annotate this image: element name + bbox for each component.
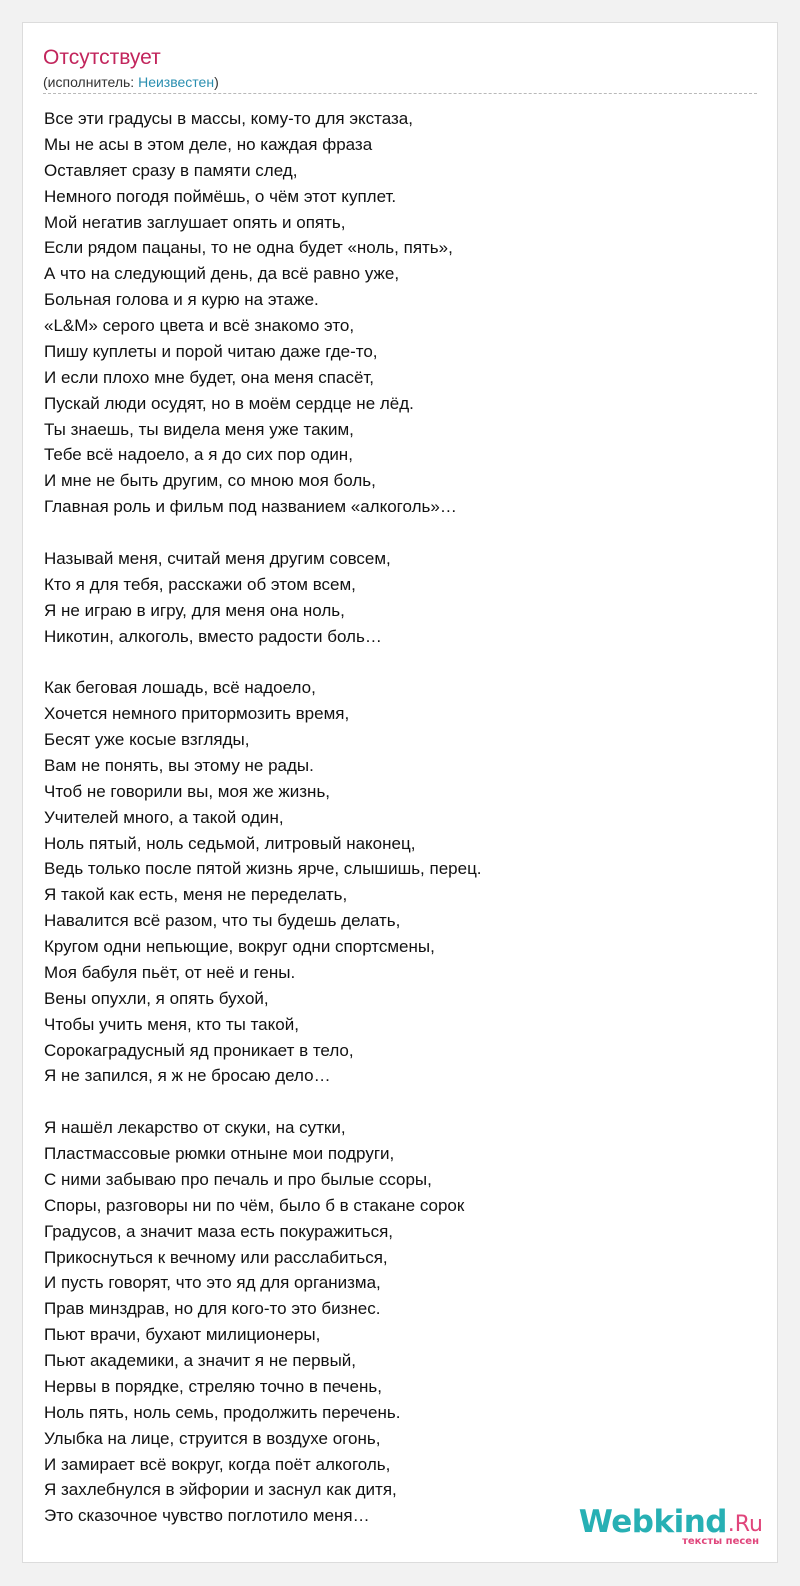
logo-tagline: тексты песен bbox=[682, 1536, 759, 1547]
lyrics-line: Главная роль и фильм под названием «алкоголь»… bbox=[44, 497, 457, 517]
lyrics-line: Улыбка на лице, струится в воздухе огонь, bbox=[44, 1428, 381, 1448]
lyrics-line: Пьют академики, а значит я не первый, bbox=[44, 1351, 357, 1370]
lyrics-line: Ноль пятый, ноль седьмой, литровый наконец, bbox=[44, 833, 416, 853]
artist-prefix: (исполнитель: bbox=[43, 74, 139, 90]
lyrics-line: Чтобы учить меня, кто ты такой, bbox=[44, 1014, 299, 1034]
lyrics-card bbox=[22, 22, 778, 1563]
lyrics-line: Немного погодя поймёшь, о чём этот куплет. bbox=[44, 186, 397, 206]
lyrics-line: С ними забываю про печаль и про былые ссоры, bbox=[44, 1169, 432, 1189]
song-title: Отсутствует bbox=[43, 46, 161, 69]
lyrics-line: Кто я для тебя, расскажи об этом всем, bbox=[44, 574, 356, 594]
header-divider bbox=[43, 93, 757, 94]
lyrics-line: Пьют врачи, бухают милиционеры, bbox=[44, 1325, 321, 1345]
lyrics-line: Я нашёл лекарство от скуки, на сутки, bbox=[44, 1118, 346, 1138]
lyrics-line: Никотин, алкоголь, вместо радости боль… bbox=[44, 626, 382, 646]
lyrics-line: Пластмассовые рюмки отныне мои подруги, bbox=[44, 1144, 395, 1163]
lyrics-line: А что на следующий день, да всё равно уже, bbox=[44, 264, 400, 284]
lyrics-line: Если рядом пацаны, то не одна будет «ноль, пять», bbox=[44, 238, 453, 258]
lyrics-line: Мы не асы в этом деле, но каждая фраза bbox=[44, 134, 373, 154]
lyrics-line: Учителей много, а такой один, bbox=[44, 807, 284, 827]
lyrics-line: Ноль пять, ноль семь, продолжить перечень. bbox=[44, 1402, 401, 1422]
lyrics-line: Как беговая лошадь, всё надоело, bbox=[44, 678, 316, 698]
artist-link[interactable]: Неизвестен bbox=[138, 74, 215, 90]
lyrics-line: Навалится всё разом, что ты будешь делать, bbox=[44, 911, 401, 931]
webkind-logo[interactable] bbox=[573, 1504, 763, 1548]
artist-suffix: ) bbox=[214, 74, 219, 90]
artist-line bbox=[43, 73, 219, 91]
lyrics-line: Прав минздрав, но для кого-то это бизнес. bbox=[44, 1299, 381, 1319]
lyrics-line: Оставляет сразу в памяти след, bbox=[44, 160, 298, 180]
lyrics-line: И если плохо мне будет, она меня спасёт, bbox=[44, 367, 375, 387]
lyrics-line: И пусть говорят, что это яд для организма, bbox=[44, 1273, 381, 1293]
lyrics-line: Называй меня, считай меня другим совсем, bbox=[44, 548, 391, 568]
lyrics-line: Чтоб не говорили вы, моя же жизнь, bbox=[44, 781, 331, 801]
lyrics-line: Пишу куплеты и порой читаю даже где-то, bbox=[44, 341, 378, 361]
lyrics-text bbox=[44, 106, 759, 1529]
lyrics-line: Вам не понять, вы этому не рады. bbox=[44, 755, 314, 775]
lyrics-line: И мне не быть другим, со мною моя боль, bbox=[44, 471, 376, 491]
lyrics-line: Моя бабуля пьёт, от неё и гены. bbox=[44, 962, 296, 982]
lyrics-line: «L&M» серого цвета и всё знакомо это, bbox=[44, 316, 355, 335]
lyrics-stanza bbox=[44, 106, 759, 520]
lyrics-line: Больная голова и я курю на этаже. bbox=[44, 290, 319, 310]
lyrics-line: Пускай люди осудят, но в моём сердце не лёд. bbox=[44, 393, 414, 413]
lyrics-line: Все эти градусы в массы, кому-то для экстаза, bbox=[44, 109, 413, 128]
lyrics-line: Прикоснуться к вечному или расслабиться, bbox=[44, 1247, 388, 1267]
logo-domain: .Ru bbox=[727, 1512, 763, 1537]
logo-wordmark: Webkind bbox=[578, 1504, 727, 1540]
lyrics-line: Градусов, а значит маза есть покуражиться, bbox=[44, 1221, 394, 1241]
lyrics-line: Тебе всё надоело, а я до сих пор один, bbox=[44, 445, 353, 465]
lyrics-stanza bbox=[44, 675, 759, 1089]
lyrics-line: Мой негатив заглушает опять и опять, bbox=[44, 212, 346, 232]
lyrics-line: Ты знаешь, ты видела меня уже таким, bbox=[44, 419, 354, 439]
lyrics-line: Я такой как есть, меня не переделать, bbox=[44, 885, 348, 905]
lyrics-line: Вены опухли, я опять бухой, bbox=[44, 988, 269, 1008]
lyrics-line: Сорокаградусный яд проникает в тело, bbox=[44, 1040, 354, 1060]
lyrics-stanza bbox=[44, 546, 759, 650]
lyrics-line: Это сказочное чувство поглотило меня… bbox=[44, 1506, 370, 1526]
lyrics-line: Споры, разговоры ни по чём, было б в стакане сорок bbox=[44, 1195, 465, 1215]
lyrics-line: Нервы в порядке, стреляю точно в печень, bbox=[44, 1376, 382, 1396]
lyrics-stanza bbox=[44, 1115, 759, 1529]
lyrics-line: Ведь только после пятой жизнь ярче, слышишь, перец. bbox=[44, 859, 482, 879]
lyrics-line: Я захлебнулся в эйфории и заснул как дитя, bbox=[44, 1480, 397, 1500]
lyrics-line: Я не запился, я ж не бросаю дело… bbox=[44, 1066, 331, 1086]
lyrics-line: И замирает всё вокруг, когда поёт алкоголь, bbox=[44, 1454, 391, 1474]
lyrics-line: Бесят уже косые взгляды, bbox=[44, 730, 250, 749]
lyrics-line: Хочется немного притормозить время, bbox=[44, 704, 350, 724]
lyrics-line: Я не играю в игру, для меня она ноль, bbox=[44, 600, 345, 620]
lyrics-line: Кругом одни непьющие, вокруг одни спортсмены, bbox=[44, 937, 435, 956]
